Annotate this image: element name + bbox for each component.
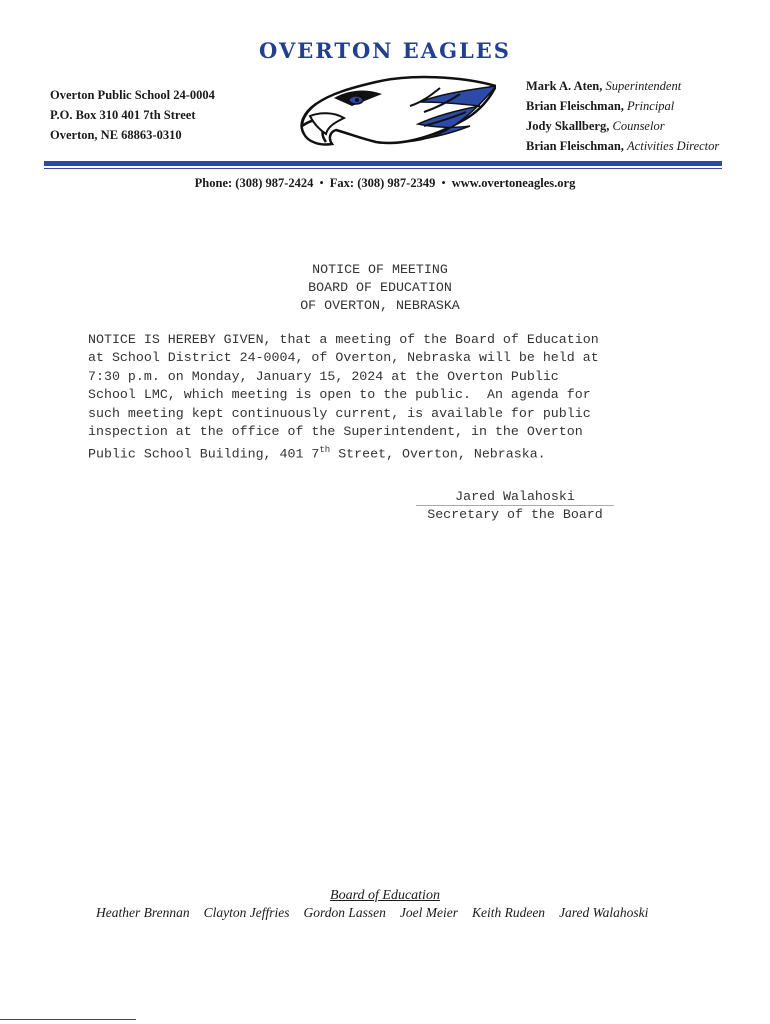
notice-body-line: inspection at the office of the Superintendent, in the Overton bbox=[88, 424, 583, 440]
notice-body-line: such meeting kept continuously current, is available for public bbox=[88, 405, 591, 421]
board-member: Joel Meier bbox=[399, 905, 458, 920]
address-line: Overton, NE 68863-0310 bbox=[50, 128, 182, 142]
staff-name: Jody Skallberg, bbox=[526, 119, 610, 133]
notice-body-line: NOTICE IS HEREBY GIVEN, that a meeting of the Board of Education bbox=[88, 332, 599, 347]
board-member: Keith Rudeen bbox=[471, 905, 546, 920]
header-divider bbox=[44, 161, 722, 166]
staff-entry bbox=[526, 76, 719, 96]
staff-role: Principal bbox=[627, 99, 675, 113]
address-line: Overton Public School 24-0004 bbox=[50, 88, 215, 102]
notice-body bbox=[88, 331, 688, 464]
notice-body-text: Street, Overton, Nebraska. bbox=[330, 446, 546, 462]
separator-dot: • bbox=[441, 176, 446, 190]
notice-body-line: School LMC, which meeting is open to the public. An agenda for bbox=[88, 387, 591, 403]
school-title: OVERTON EAGLES bbox=[259, 38, 511, 63]
signature-name: Jared Walahoski bbox=[455, 489, 575, 504]
staff-list bbox=[526, 76, 719, 156]
signature-line bbox=[416, 505, 614, 506]
notice-body-text: Public School Building, 401 7 bbox=[88, 446, 320, 462]
notice-body-line: at School District 24-0004, of Overton, Nebraska will be held at bbox=[88, 350, 599, 366]
staff-entry bbox=[526, 116, 719, 136]
notice-body-line: 7:30 p.m. on Monday, January 15, 2024 at the Overton Public bbox=[88, 368, 559, 384]
separator-dot: • bbox=[319, 176, 324, 190]
ordinal-suffix: th bbox=[319, 445, 331, 456]
website-link[interactable]: www.overtoneagles.org bbox=[451, 176, 576, 190]
board-label: Board of Education bbox=[330, 888, 440, 903]
board-member: Heather Brennan bbox=[96, 905, 190, 920]
staff-name: Brian Fleischman, bbox=[526, 139, 624, 153]
notice-heading-line: OF OVERTON, NEBRASKA bbox=[300, 298, 460, 313]
notice-heading-line: BOARD OF EDUCATION bbox=[308, 280, 452, 295]
board-member: Clayton Jeffries bbox=[203, 905, 290, 920]
phone-number: Phone: (308) 987-2424 bbox=[194, 176, 314, 190]
notice-heading-line: NOTICE OF MEETING bbox=[312, 262, 448, 277]
staff-role: Counselor bbox=[612, 119, 665, 133]
staff-entry bbox=[526, 136, 719, 156]
header-divider-thin bbox=[44, 168, 722, 169]
school-address bbox=[50, 85, 215, 145]
scan-edge-mark bbox=[0, 1019, 136, 1020]
board-members bbox=[96, 905, 662, 921]
address-line: P.O. Box 310 401 7th Street bbox=[50, 108, 196, 122]
board-member: Gordon Lassen bbox=[303, 905, 386, 920]
contact-line bbox=[0, 176, 770, 191]
signature-title: Secretary of the Board bbox=[427, 507, 603, 522]
notice-heading bbox=[0, 261, 760, 315]
staff-role: Superintendent bbox=[605, 79, 682, 93]
eagle-head-icon bbox=[290, 72, 496, 161]
staff-entry bbox=[526, 96, 719, 116]
board-member: Jared Walahoski bbox=[559, 905, 649, 920]
notice-body-line bbox=[88, 441, 688, 464]
fax-number: Fax: (308) 987-2349 bbox=[329, 176, 436, 190]
staff-name: Brian Fleischman, bbox=[526, 99, 624, 113]
staff-role: Activities Director bbox=[627, 139, 720, 153]
staff-name: Mark A. Aten, bbox=[526, 79, 603, 93]
